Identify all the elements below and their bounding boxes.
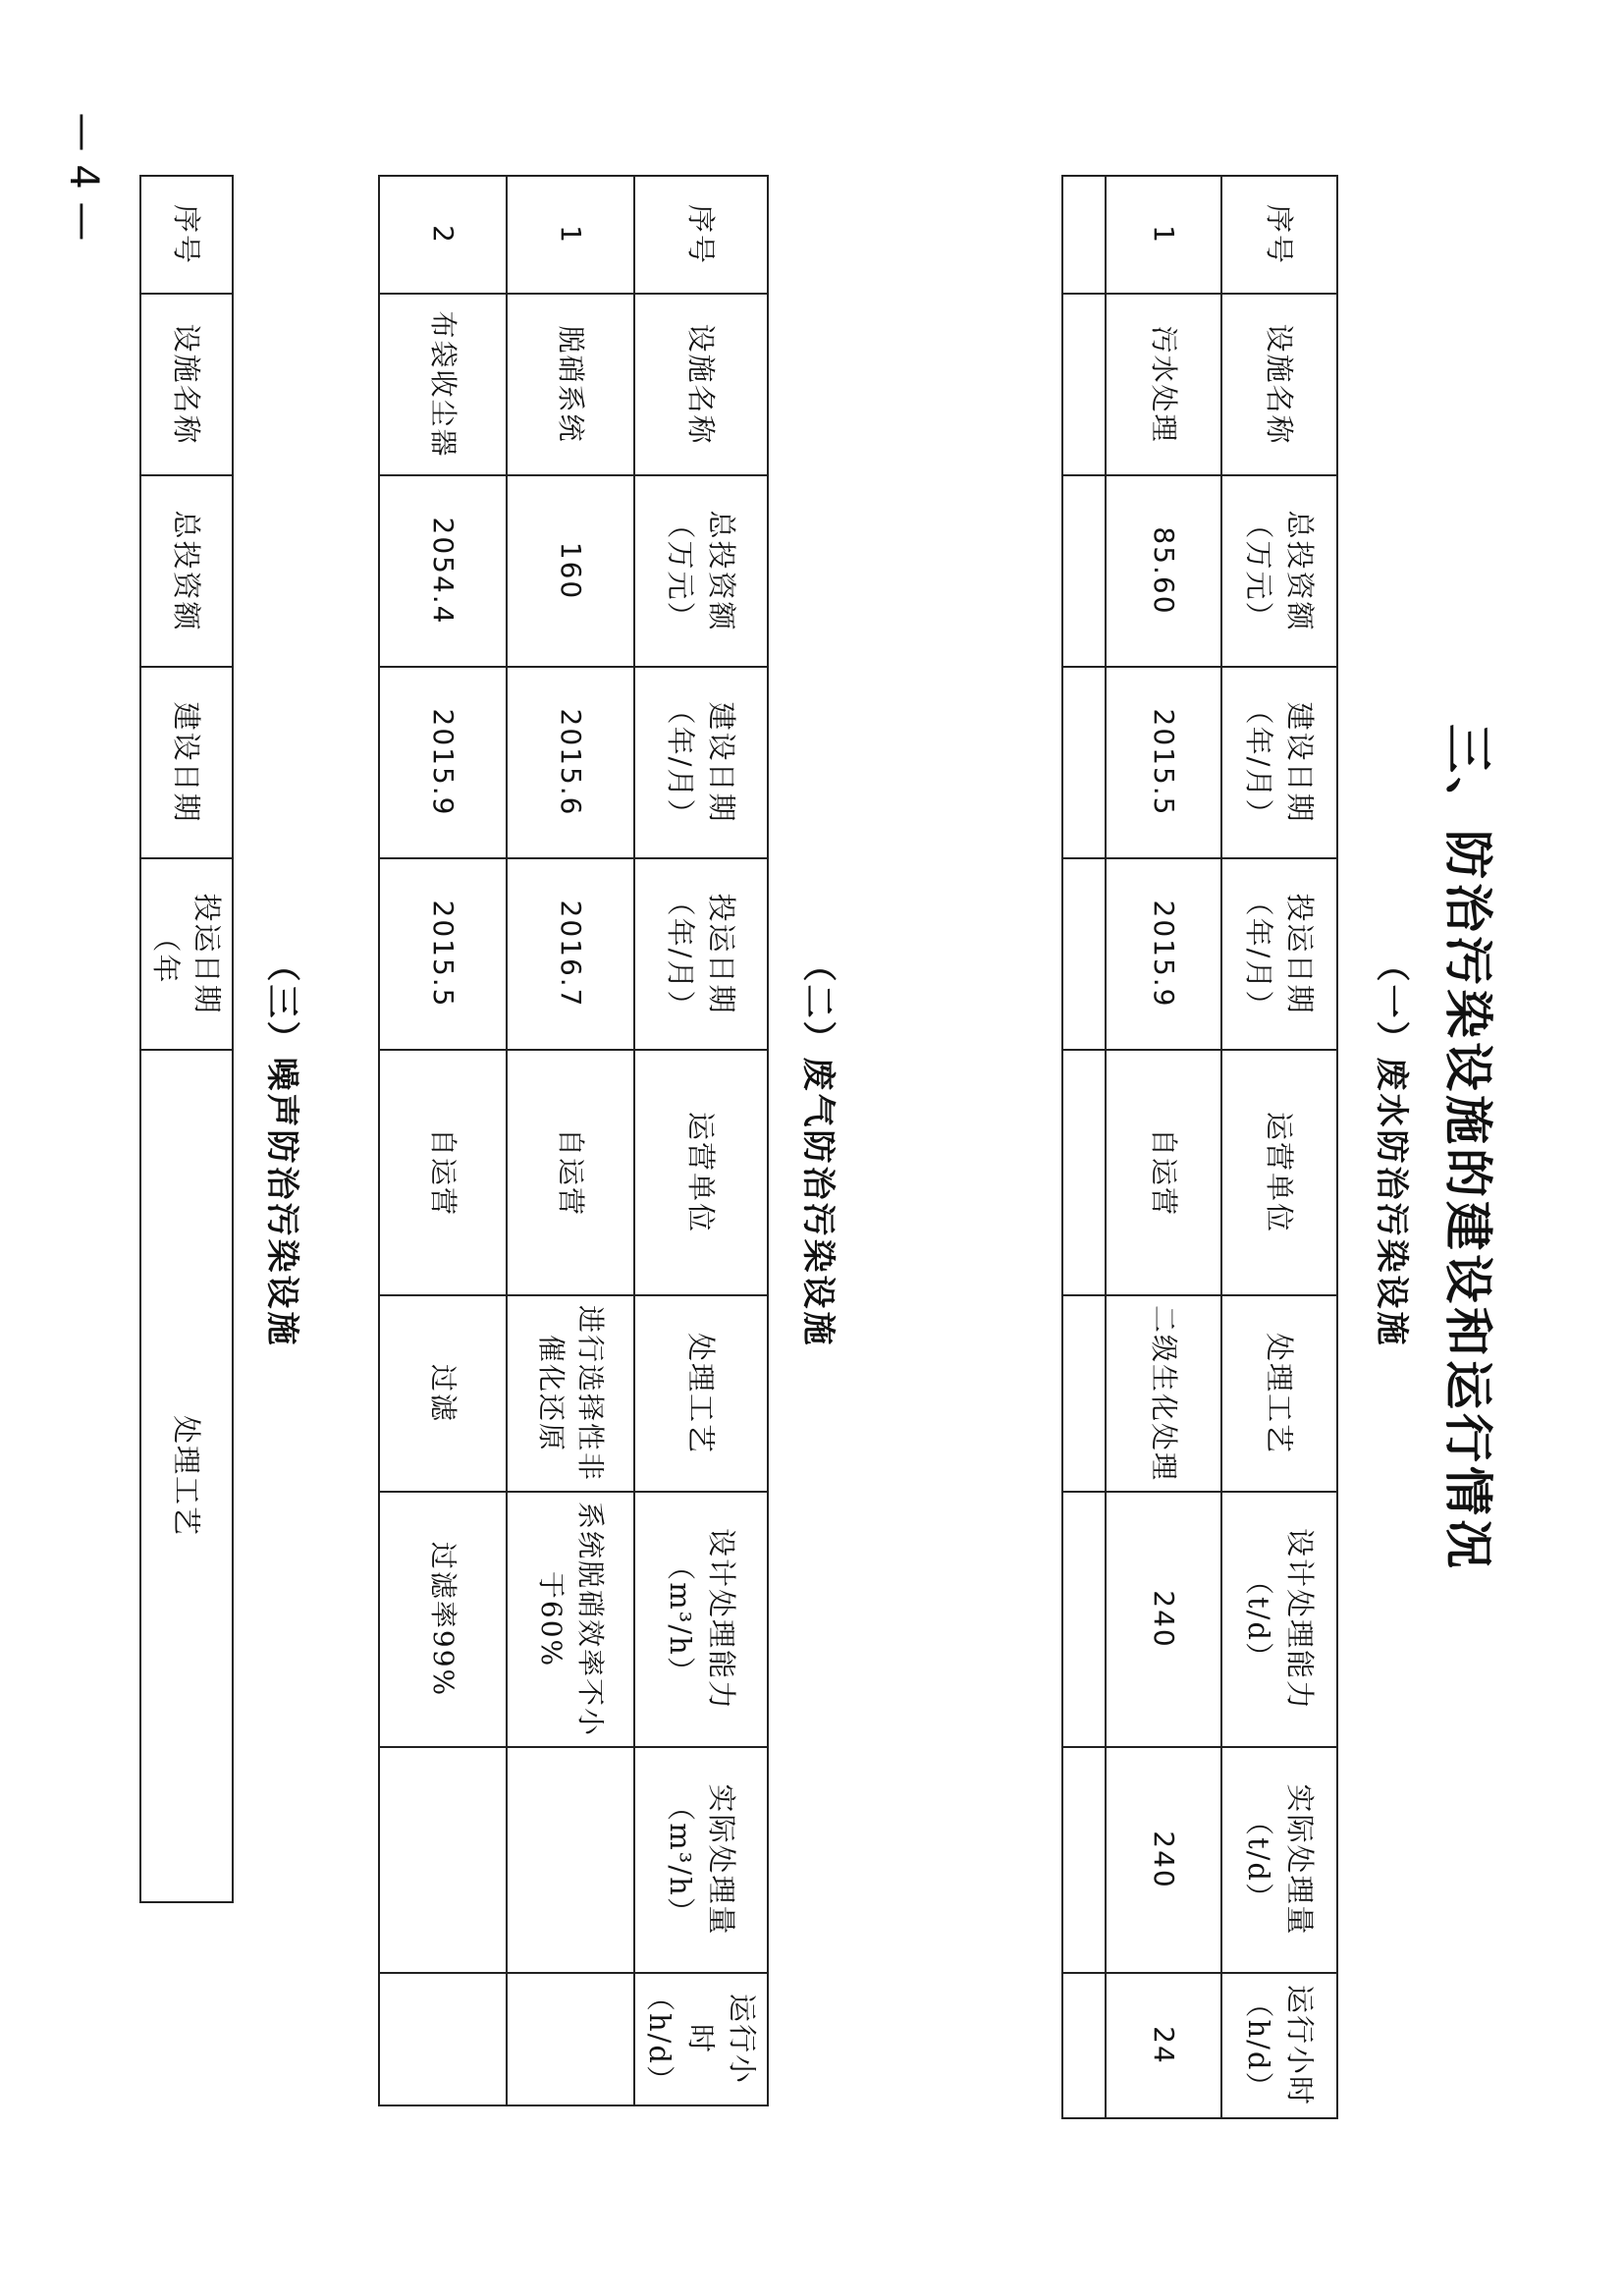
header-cell: 建设日期	[140, 667, 233, 858]
header-cell: 实际处理量（m³/h）	[634, 1747, 768, 1973]
header-cell: 总投资额（万元）	[634, 475, 768, 667]
header-cell: 处理工艺	[1221, 1295, 1337, 1492]
table-header-row	[140, 176, 233, 1902]
noise-heading: （三）噪声防治污染设施	[262, 948, 301, 1348]
header-cell: 总投资额（万元）	[1221, 475, 1337, 667]
table-cell: 2015.5	[379, 858, 507, 1050]
page-number: — 4 —	[61, 112, 106, 242]
header-cell: 运行小时（h/d）	[634, 1973, 768, 2105]
table-cell: 1	[1106, 176, 1221, 294]
table-cell: 2015.5	[1106, 667, 1221, 858]
header-cell: 序号	[140, 176, 233, 294]
header-cell: 设计处理能力（m³/h）	[634, 1492, 768, 1747]
table-row	[1106, 176, 1221, 2118]
table-cell: 2015.9	[1106, 858, 1221, 1050]
noise-table	[139, 175, 234, 1903]
table-cell: 过滤	[379, 1295, 507, 1492]
table-cell	[507, 1973, 634, 2105]
header-cell: 序号	[634, 176, 768, 294]
wastewater-heading: （一）废水防治污染设施	[1372, 948, 1411, 1348]
table-cell: 24	[1106, 1973, 1221, 2118]
exhaust-heading: （二）废气防治污染设施	[798, 948, 838, 1348]
table-cell: 污水处理	[1106, 294, 1221, 475]
table-cell	[507, 1747, 634, 1973]
header-cell: 运营单位	[1221, 1050, 1337, 1295]
header-cell: 设施名称	[140, 294, 233, 475]
table-cell: 240	[1106, 1492, 1221, 1747]
header-cell: 运行小时（h/d）	[1221, 1973, 1337, 2118]
table-cell: 85.60	[1106, 475, 1221, 667]
header-cell: 投运日期（年	[140, 858, 233, 1050]
header-cell: 序号	[1221, 176, 1337, 294]
table-cell: 2015.9	[379, 667, 507, 858]
header-cell: 建设日期（年/月）	[634, 667, 768, 858]
table-cell: 240	[1106, 1747, 1221, 1973]
table-cell: 布袋收尘器	[379, 294, 507, 475]
header-cell: 投运日期（年/月）	[1221, 858, 1337, 1050]
table-header-row	[1221, 176, 1337, 2118]
header-cell: 处理工艺	[140, 1050, 233, 1902]
table-cell	[379, 1973, 507, 2105]
header-cell: 运营单位	[634, 1050, 768, 1295]
table-cell: 二级生化处理	[1106, 1295, 1221, 1492]
table-row-empty	[1062, 176, 1106, 2118]
table-cell: 系统脱硝效率不小于60%	[507, 1492, 634, 1747]
page-title: 三、防治污染设施的建设和运行情况	[1439, 724, 1497, 1572]
header-cell: 处理工艺	[634, 1295, 768, 1492]
table-cell: 自运营	[1106, 1050, 1221, 1295]
table-cell: 160	[507, 475, 634, 667]
table-cell: 自运营	[507, 1050, 634, 1295]
table-header-row	[634, 176, 768, 2105]
table-cell: 2054.4	[379, 475, 507, 667]
table-cell: 2	[379, 176, 507, 294]
table-cell: 1	[507, 176, 634, 294]
header-cell: 总投资额	[140, 475, 233, 667]
wastewater-table	[1061, 175, 1338, 2119]
table-row	[379, 176, 507, 2105]
table-cell: 脱硝系统	[507, 294, 634, 475]
header-cell: 实际处理量（t/d）	[1221, 1747, 1337, 1973]
table-cell: 2016.7	[507, 858, 634, 1050]
header-cell: 设施名称	[1221, 294, 1337, 475]
table-cell: 自运营	[379, 1050, 507, 1295]
table-cell: 进行选择性非催化还原	[507, 1295, 634, 1492]
header-cell: 设计处理能力（t/d）	[1221, 1492, 1337, 1747]
header-cell: 建设日期（年/月）	[1221, 667, 1337, 858]
table-cell: 2015.6	[507, 667, 634, 858]
header-cell: 设施名称	[634, 294, 768, 475]
table-cell	[379, 1747, 507, 1973]
table-cell: 过滤率99%	[379, 1492, 507, 1747]
exhaust-table	[378, 175, 769, 2106]
table-row	[507, 176, 634, 2105]
header-cell: 投运日期（年/月）	[634, 858, 768, 1050]
